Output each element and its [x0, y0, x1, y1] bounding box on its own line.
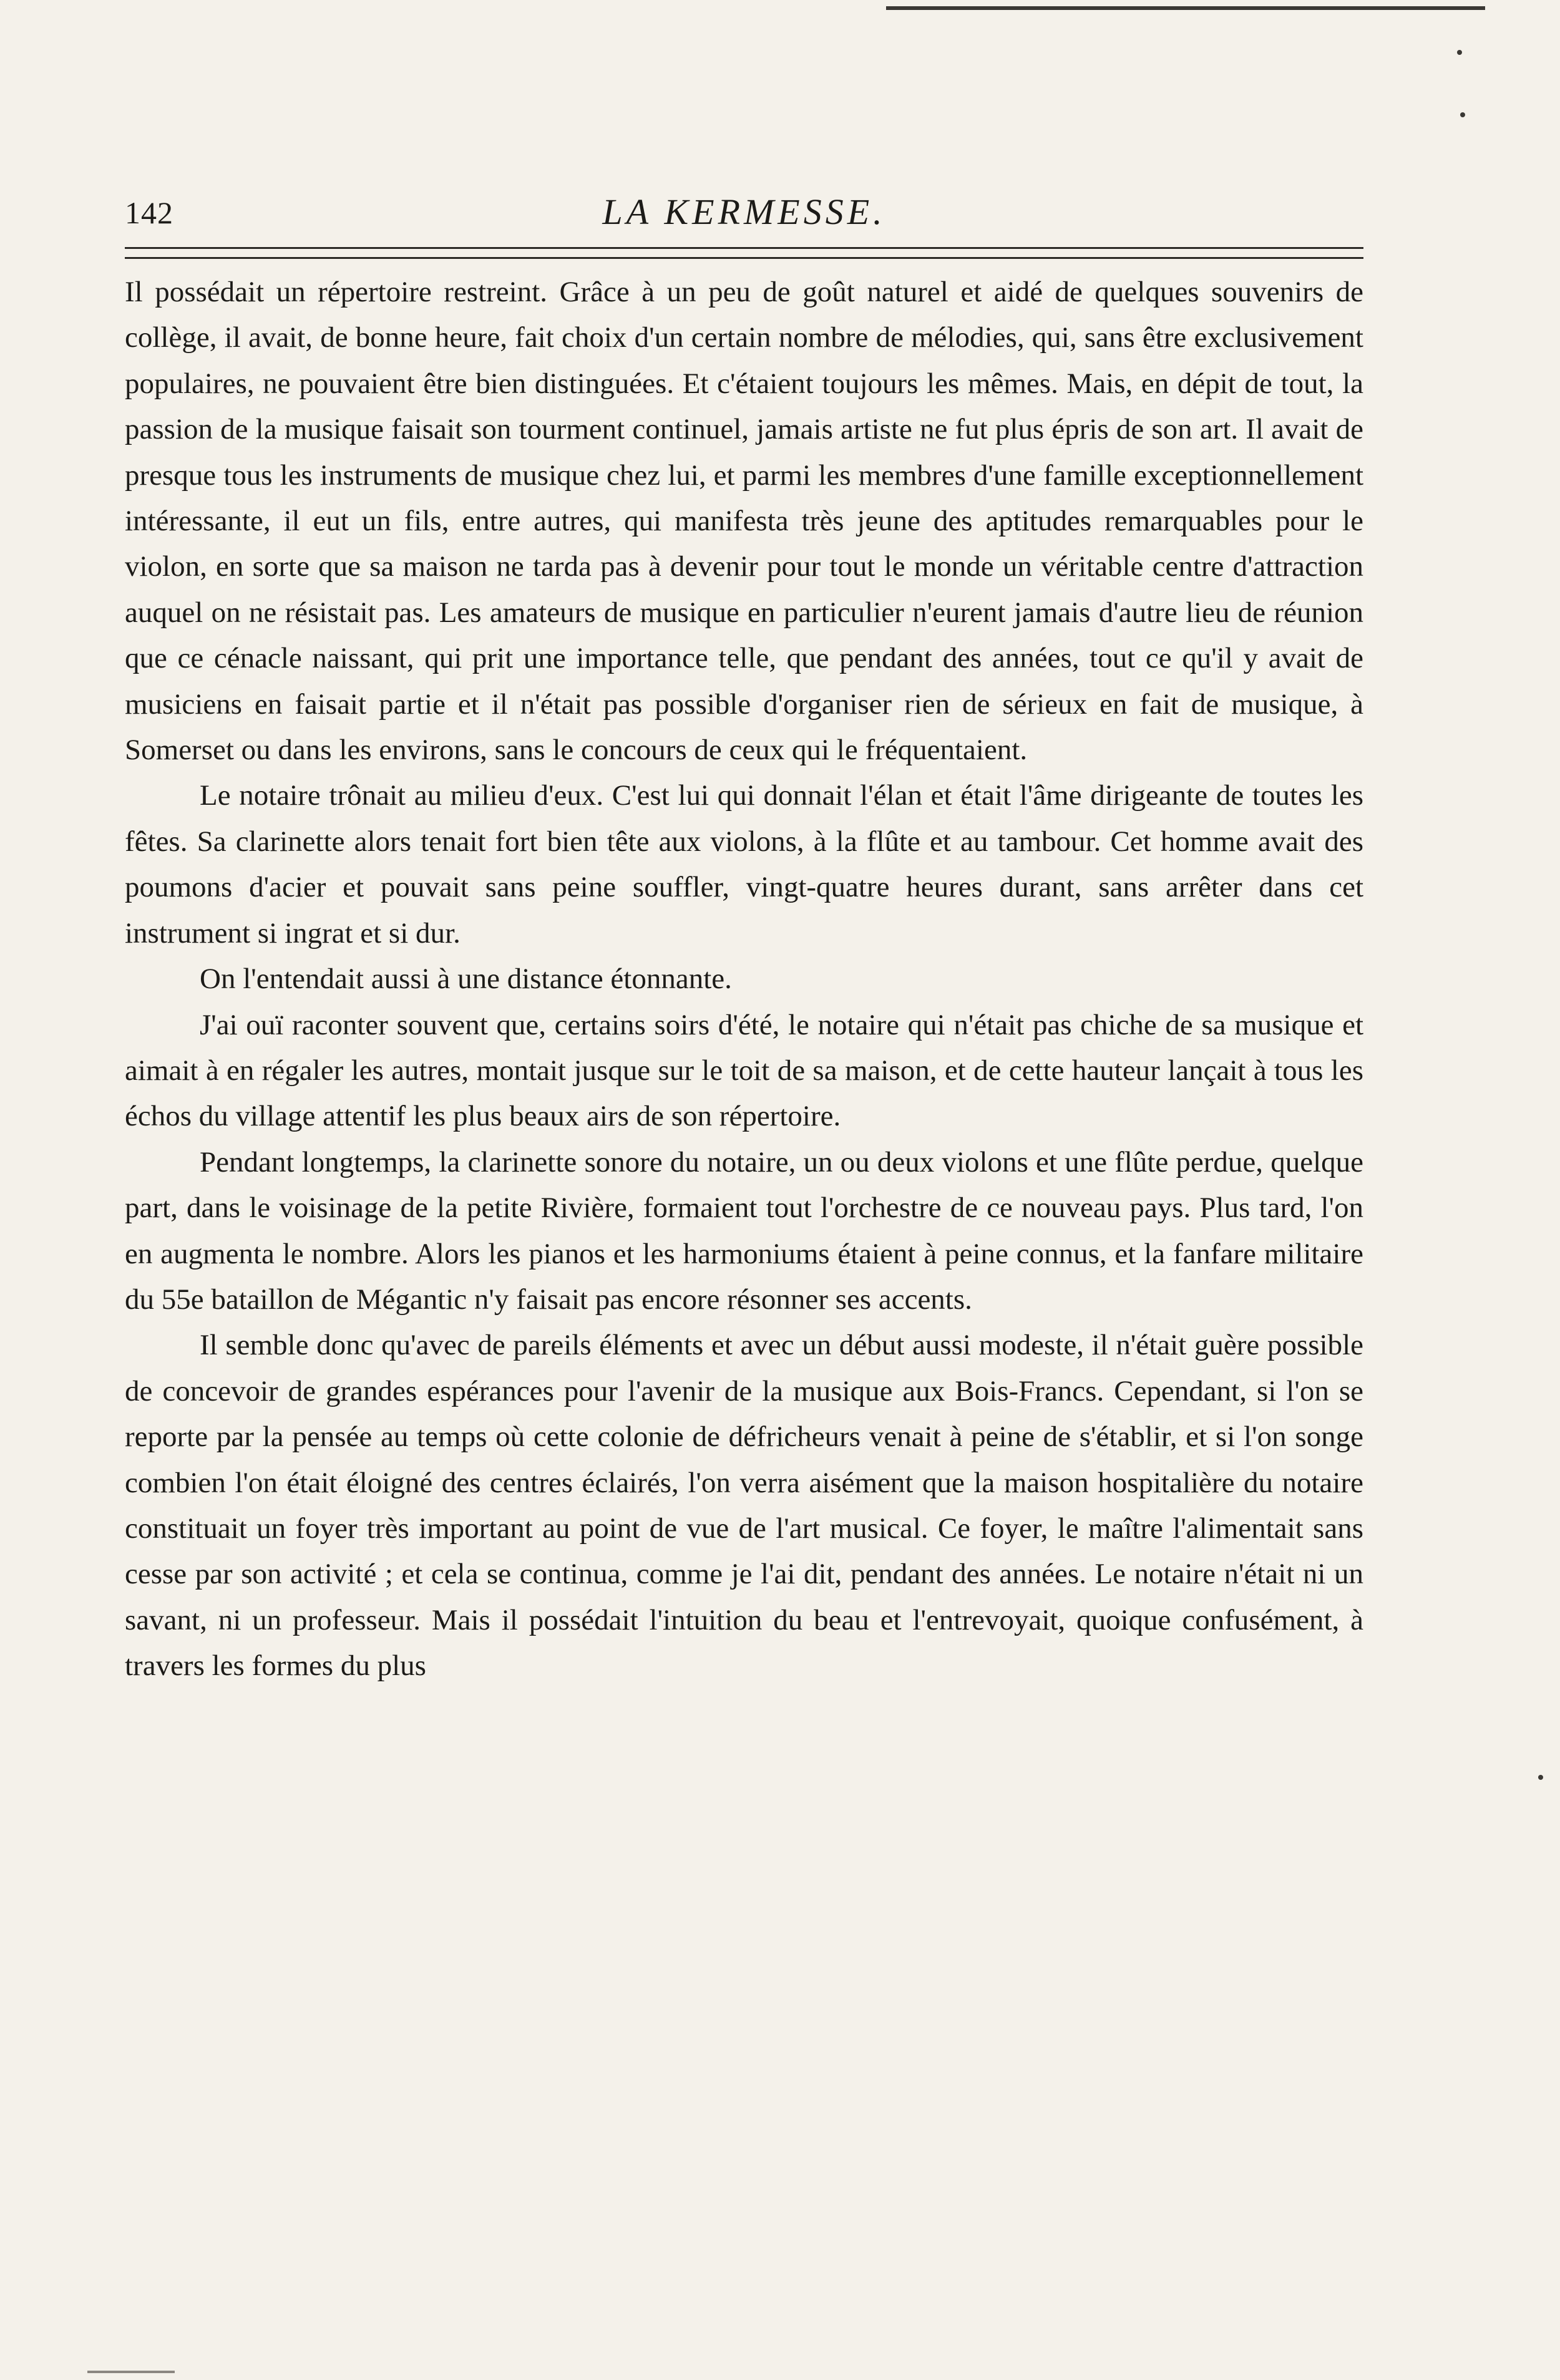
header-rule: [125, 257, 1363, 259]
margin-speck: [1460, 112, 1465, 117]
running-title: LA KERMESSE.: [602, 192, 886, 232]
page-number: 142: [125, 195, 173, 230]
paragraph: Il possédait un répertoire restreint. Grâce à un peu de goût naturel et aidé de quelques souvenirs de collège, il avait, de bonne heure, fait choix d'un certain nombre de mélodies, qui, sans être exclusivement populaires, ne pouvaient être bien distinguées. Et c'étaient toujours les mêmes. Mais, en dépit de tout, la passion de la musique faisait son tourment continuel, jamais artiste ne fut plus épris de son art. Il avait de presque tous les instruments de musique chez lui, et parmi les membres d'une famille exceptionnellement intéressante, il eut un fils, entre autres, qui manifesta très jeune des aptitudes remarquables pour le violon, en sorte que sa maison ne tarda pas à devenir pour tout le monde un véritable centre d'attraction auquel on ne résistait pas. Les amateurs de musique en particulier n'eurent jamais d'autre lieu de réunion que ce cénacle naissant, qui prit une importance telle, que pendant des années, tout ce qu'il y avait de musiciens en faisait partie et il n'était pas possible d'organiser rien de sérieux en fait de musique, à Somerset ou dans les environs, sans le concours de ceux qui le fréquentaient.: [125, 276, 1363, 767]
paragraph: Pendant longtemps, la clarinette sonore du notaire, un ou deux violons et une flûte perdue, quelque part, dans le voisinage de la petite Rivière, formaient tout l'orchestre de ce nouveau pays. Plus tard, l'on en augmenta le nombre. Alors les pianos et les harmoniums étaient à peine connus, et la fanfare militaire du 55e bataillon de Mégantic n'y faisait pas encore résonner ses accents.: [125, 1145, 1363, 1316]
top-edge-rule: [886, 6, 1485, 10]
paragraph: Le notaire trônait au milieu d'eux. C'est lui qui donnait l'élan et était l'âme dirigeante de toutes les fêtes. Sa clarinette alors tenait fort bien tête aux violons, à la flûte et au tambour. Cet homme avait des poumons d'acier et pouvait sans peine souffler, vingt-quatre heures durant, sans arrêter dans cet instrument si ingrat et si dur.: [125, 779, 1363, 950]
paragraph: J'ai ouï raconter souvent que, certains soirs d'été, le notaire qui n'était pas chiche de sa musique et aimait à en régaler les autres, montait jusque sur le toit de sa maison, et de cette hauteur lançait à tous les échos du village attentif les plus beaux airs de son répertoire.: [125, 1008, 1363, 1133]
body-text: [125, 270, 1363, 1689]
bottom-edge-mark: [87, 2371, 175, 2373]
page-header: [125, 187, 1363, 262]
paragraph: On l'entendait aussi à une distance étonnante.: [200, 963, 732, 996]
paragraph: Il semble donc qu'avec de pareils éléments et avec un début aussi modeste, il n'était guère possible de concevoir de grandes espérances pour l'avenir de la musique aux Bois-Francs. Cependant, si l'on se reporte par la pensée au temps où cette colonie de défricheurs venait à peine de s'établir, et si l'on songe combien l'on était éloigné des centres éclairés, l'on verra aisément que la maison hospitalière du notaire constituait un foyer très important au point de vue de l'art musical. Ce foyer, le maître l'alimentait sans cesse par son activité ; et cela se continua, comme je l'ai dit, pendant des années. Le notaire n'était ni un savant, ni un professeur. Mais il possédait l'intuition du beau et l'entrevoyait, quoique confusément, à travers les formes du plus: [125, 1329, 1363, 1683]
header-rule: [125, 247, 1363, 249]
margin-speck: [1538, 1775, 1543, 1780]
margin-speck: [1457, 50, 1462, 55]
